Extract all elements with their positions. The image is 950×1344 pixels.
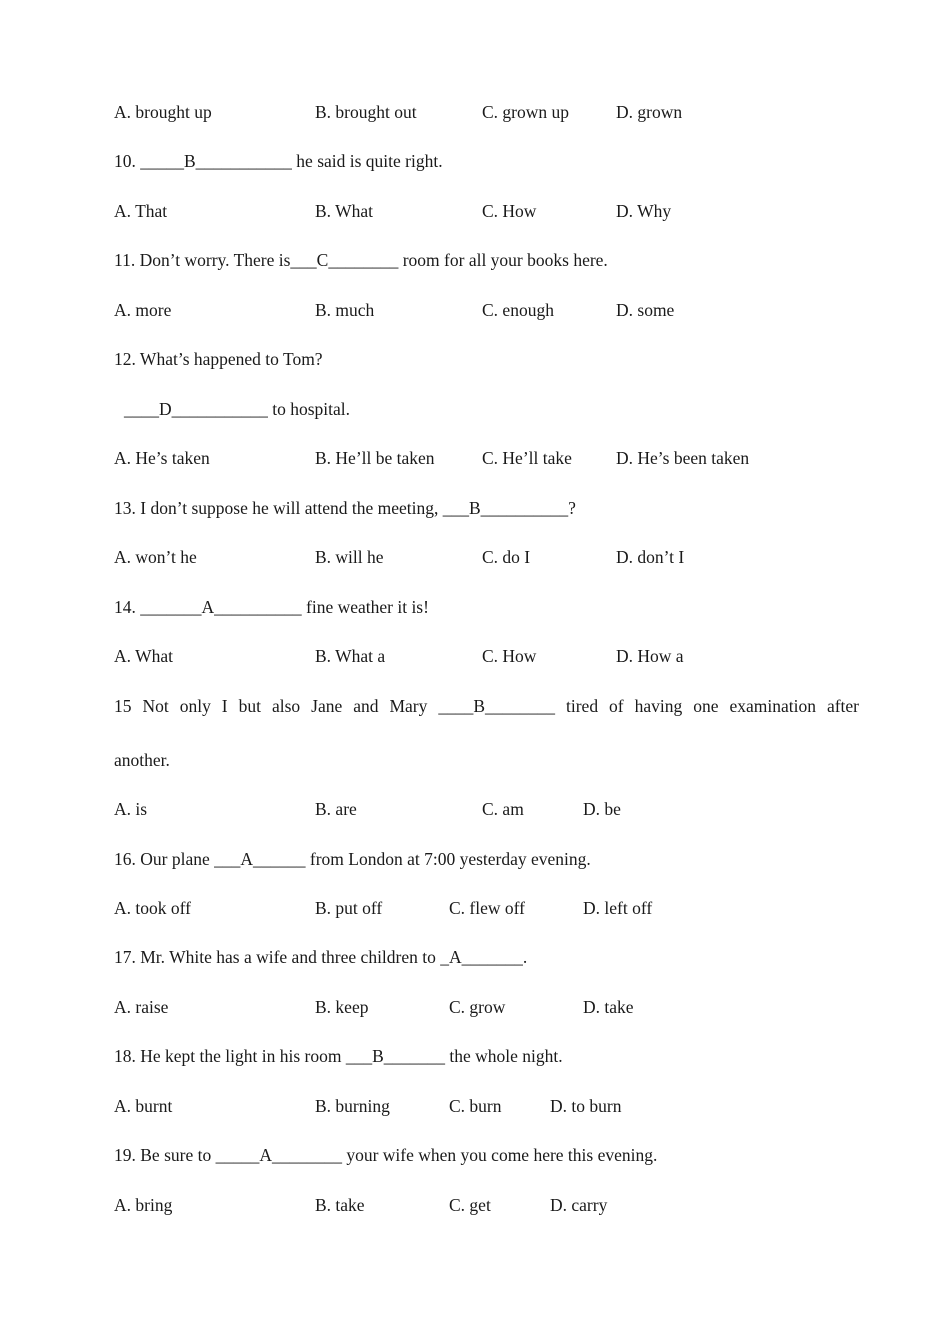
q15-option-a: A. is bbox=[114, 799, 148, 819]
q9-option-a: A. brought up bbox=[114, 102, 212, 122]
q15-stem: 15 Not only I but also Jane and Mary ____B________ tired of having one examination after bbox=[114, 696, 859, 716]
q9-option-c: C. grown up bbox=[482, 102, 570, 122]
q19-option-c: C. get bbox=[449, 1195, 491, 1215]
q12-stem-response: ____D___________ to hospital. bbox=[124, 399, 351, 419]
q12-option-c: C. He’ll take bbox=[482, 448, 572, 468]
q17-stem: 17. Mr. White has a wife and three children to _A_______. bbox=[114, 947, 528, 967]
q9-option-b: B. brought out bbox=[315, 102, 417, 122]
q13-stem: 13. I don’t suppose he will attend the meeting, ___B__________? bbox=[114, 498, 576, 518]
q17-option-c: C. grow bbox=[449, 997, 506, 1017]
q13-option-a: A. won’t he bbox=[114, 547, 197, 567]
q15-stem-continued: another. bbox=[114, 750, 170, 770]
q14-option-b: B. What a bbox=[315, 646, 386, 666]
q13-option-b: B. will he bbox=[315, 547, 384, 567]
q15-option-d: D. be bbox=[583, 799, 621, 819]
q11-stem: 11. Don’t worry. There is___C________ room for all your books here. bbox=[114, 250, 608, 270]
q12-option-b: B. He’ll be taken bbox=[315, 448, 435, 468]
q16-option-b: B. put off bbox=[315, 898, 383, 918]
q13-option-d: D. don’t I bbox=[616, 547, 685, 567]
q12-option-a: A. He’s taken bbox=[114, 448, 210, 468]
q10-stem: 10. _____B___________ he said is quite right. bbox=[114, 151, 443, 171]
q18-option-c: C. burn bbox=[449, 1096, 502, 1116]
q11-option-d: D. some bbox=[616, 300, 675, 320]
q11-option-c: C. enough bbox=[482, 300, 554, 320]
q14-stem: 14. _______A__________ fine weather it is! bbox=[114, 597, 429, 617]
q10-option-b: B. What bbox=[315, 201, 374, 221]
q16-stem: 16. Our plane ___A______ from London at 7:00 yesterday evening. bbox=[114, 849, 591, 869]
q18-stem: 18. He kept the light in his room ___B_______ the whole night. bbox=[114, 1046, 563, 1066]
q14-option-d: D. How a bbox=[616, 646, 684, 666]
q11-option-a: A. more bbox=[114, 300, 172, 320]
q18-option-d: D. to burn bbox=[550, 1096, 622, 1116]
q19-option-a: A. bring bbox=[114, 1195, 173, 1215]
q11-option-b: B. much bbox=[315, 300, 375, 320]
q13-option-c: C. do I bbox=[482, 547, 531, 567]
q14-option-c: C. How bbox=[482, 646, 537, 666]
q19-stem: 19. Be sure to _____A________ your wife when you come here this evening. bbox=[114, 1145, 658, 1165]
q16-option-c: C. flew off bbox=[449, 898, 525, 918]
q16-option-d: D. left off bbox=[583, 898, 653, 918]
q15-option-c: C. am bbox=[482, 799, 524, 819]
q12-stem: 12. What’s happened to Tom? bbox=[114, 349, 323, 369]
q10-option-d: D. Why bbox=[616, 201, 672, 221]
q9-option-d: D. grown bbox=[616, 102, 683, 122]
q17-option-a: A. raise bbox=[114, 997, 169, 1017]
q14-option-a: A. What bbox=[114, 646, 173, 666]
q10-option-c: C. How bbox=[482, 201, 537, 221]
q12-option-d: D. He’s been taken bbox=[616, 448, 750, 468]
q17-option-b: B. keep bbox=[315, 997, 369, 1017]
q19-option-b: B. take bbox=[315, 1195, 365, 1215]
q19-option-d: D. carry bbox=[550, 1195, 608, 1215]
q18-option-a: A. burnt bbox=[114, 1096, 173, 1116]
q17-option-d: D. take bbox=[583, 997, 634, 1017]
q16-option-a: A. took off bbox=[114, 898, 191, 918]
q10-option-a: A. That bbox=[114, 201, 168, 221]
q15-option-b: B. are bbox=[315, 799, 357, 819]
q18-option-b: B. burning bbox=[315, 1096, 390, 1116]
